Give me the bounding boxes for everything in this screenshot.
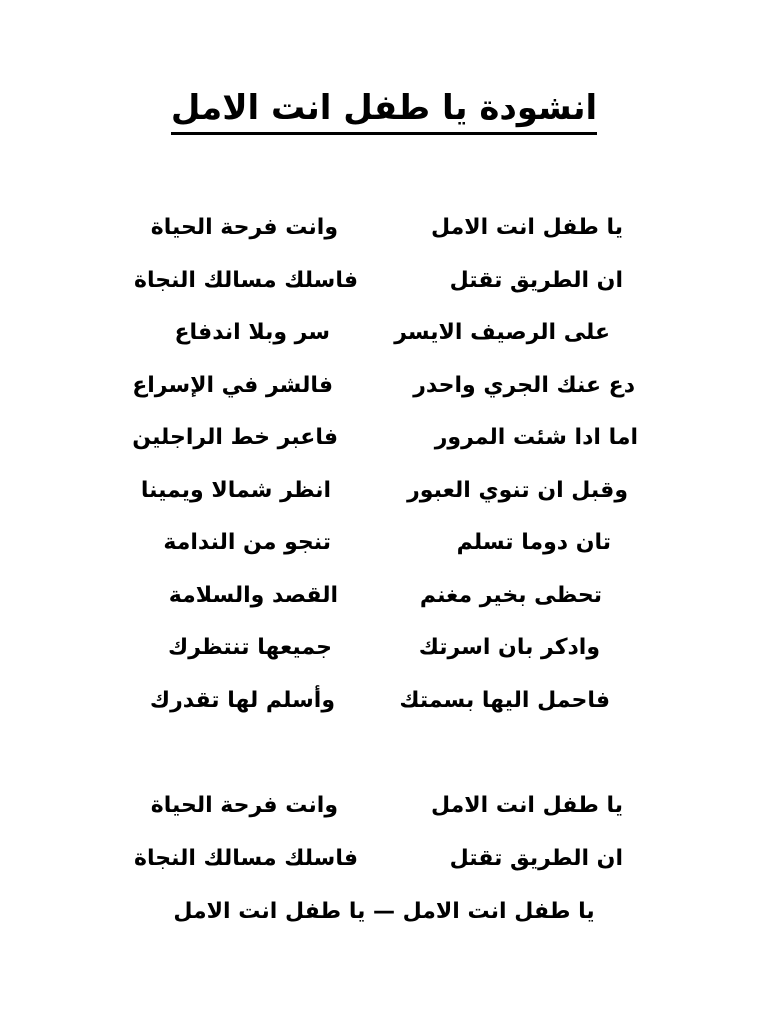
verse-first-hemistich: وقبل ان تنوي العبور <box>407 478 628 503</box>
verse-second-hemistich: القصد والسلامة <box>168 583 338 608</box>
verse-second-hemistich: انظر شمالا ويمينا <box>140 478 331 503</box>
verse-first-hemistich: اما ادا شئت المرور <box>434 425 638 450</box>
verse-second-hemistich: تنجو من الندامة <box>163 530 331 555</box>
verse-first-hemistich: ان الطريق تقتل <box>449 268 623 293</box>
verse-first-hemistich: فاحمل اليها بسمتك <box>399 688 610 713</box>
verse-second-hemistich: سر وبلا اندفاع <box>174 320 330 345</box>
verse-first-hemistich: تان دوما تسلم <box>456 530 611 555</box>
verse-second-hemistich: وانت فرحة الحياة <box>150 215 338 240</box>
verse-second-hemistich: وأسلم لها تقدرك <box>149 688 335 713</box>
refrain-first-hemistich: يا طفل انت الامل <box>431 793 623 818</box>
closing-line: يا طفل انت الامل — يا طفل انت الامل <box>173 899 595 924</box>
title-text: انشودة يا طفل انت الامل <box>171 86 597 135</box>
verse-first-hemistich: وادكر بان اسرتك <box>418 635 600 660</box>
verse-first-hemistich: على الرصيف الايسر <box>394 320 610 345</box>
refrain-second-hemistich: فاسلك مسالك النجاة <box>134 846 358 871</box>
verse-second-hemistich: فاسلك مسالك النجاة <box>134 268 358 293</box>
verse-first-hemistich: دع عنك الجري واحدر <box>413 373 635 398</box>
refrain-first-hemistich: ان الطريق تقتل <box>449 846 623 871</box>
verse-first-hemistich: تحظى بخير مغنم <box>419 583 602 608</box>
verse-first-hemistich: يا طفل انت الامل <box>431 215 623 240</box>
refrain-second-hemistich: وانت فرحة الحياة <box>150 793 338 818</box>
verse-second-hemistich: فالشر في الإسراع <box>132 373 333 398</box>
verse-second-hemistich: جميعها تنتظرك <box>168 635 332 660</box>
verse-second-hemistich: فاعبر خط الراجلين <box>132 425 338 450</box>
